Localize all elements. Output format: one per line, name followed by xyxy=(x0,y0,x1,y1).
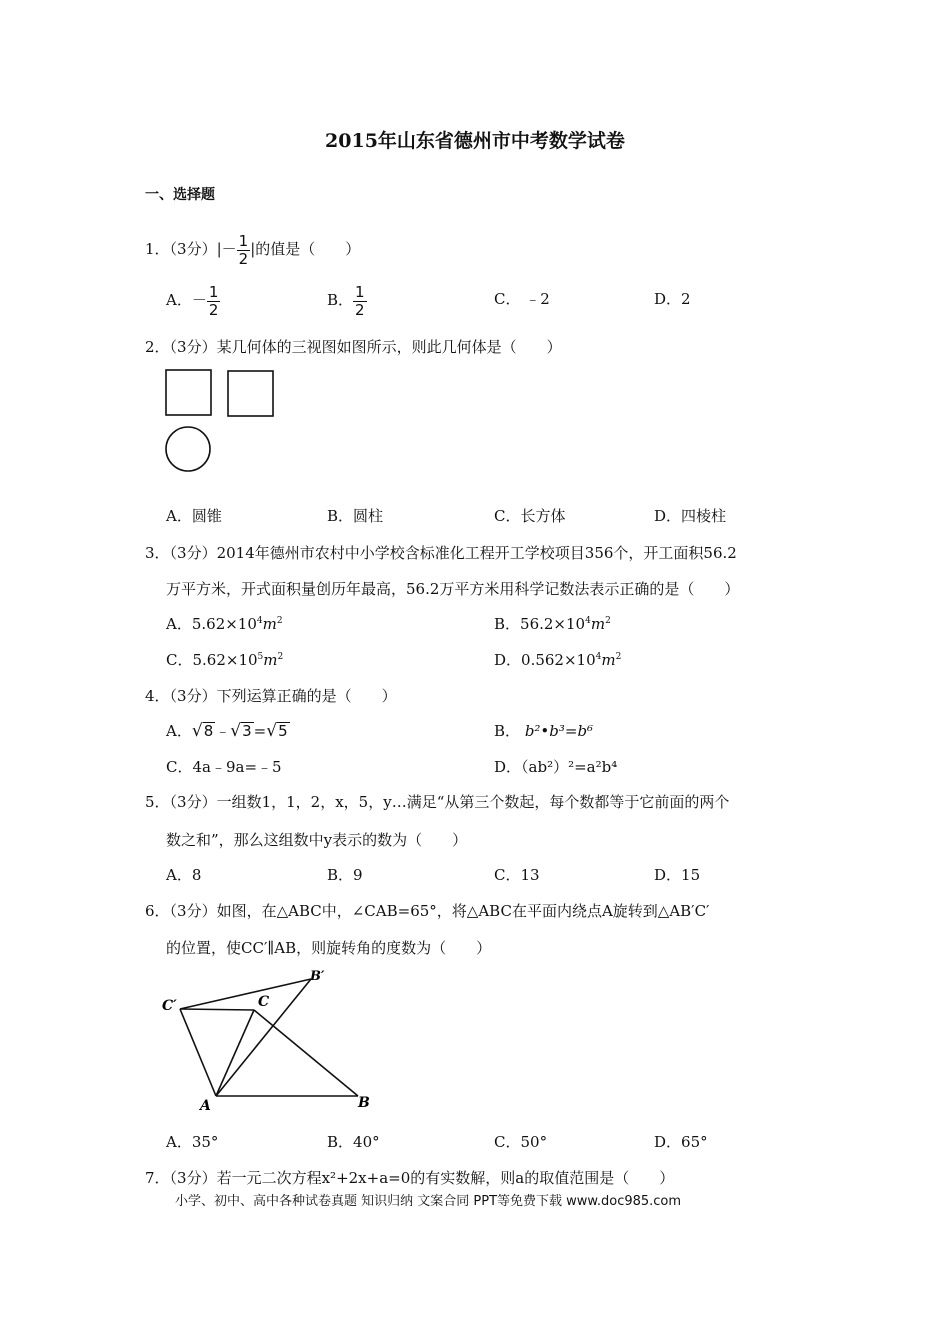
side-view-square xyxy=(228,371,273,416)
question-6: 6．（3分）如图，在△ABC中，∠CAB=65°，将△ABC在平面内绕点A旋转到△AB′C′ xyxy=(145,902,710,920)
label-b: B xyxy=(358,1095,370,1111)
q2-option-d: D．四棱柱 xyxy=(654,507,727,525)
q3-option-c: C．$5.62\times 10^5m^2$ xyxy=(166,651,284,669)
q6-option-a: A．35° xyxy=(166,1133,219,1151)
q1-option-c: C． ﹣2 xyxy=(494,290,550,308)
q3-option-b: B．$56.2\times 10^4m^2$ xyxy=(494,615,611,633)
question-4: 4．（3分）下列运算正确的是（ ） xyxy=(145,687,397,705)
page-title: 2015年山东省德州市中考数学试卷 xyxy=(325,130,625,152)
section-heading: 一、选择题 xyxy=(145,187,215,203)
q6-option-b: B．40° xyxy=(327,1133,380,1151)
q4-option-c: C．4a﹣9a=﹣5 xyxy=(166,758,282,776)
three-view-figure xyxy=(160,365,280,475)
question-5: 5．（3分）一组数1，1，2，x，5，y…满足“从第三个数起，每个数都等于它前面的两个 xyxy=(145,793,730,811)
q5-option-b: B．9 xyxy=(327,866,363,884)
question-5-line2: 数之和”，那么这组数中y表示的数为（ ） xyxy=(166,831,468,849)
q6-option-d: D．65° xyxy=(654,1133,708,1151)
q4-option-d: D．（ab²）²=a²b⁴ xyxy=(494,758,618,776)
q4-option-a: A．√8 ﹣√3 =√5 xyxy=(166,721,288,741)
q1-option-b: B． $\frac{1}{2}$ xyxy=(327,282,365,319)
q5-option-c: C．13 xyxy=(494,866,540,884)
q2-option-c: C．长方体 xyxy=(494,507,566,525)
label-b-prime: B′ xyxy=(310,969,325,984)
top-view-circle xyxy=(166,427,210,471)
question-2: 2．（3分）某几何体的三视图如图所示，则此几何体是（ ） xyxy=(145,338,562,356)
question-1: 1．（3分）|－ $\frac{1}{2}$ |的值是（ ） xyxy=(145,231,361,268)
question-7: 7．（3分）若一元二次方程x²+2x+a=0的有实数解，则a的取值范围是（ ） xyxy=(145,1169,675,1187)
q1-option-d: D．2 xyxy=(654,290,691,308)
rotation-figure xyxy=(150,960,390,1120)
label-c: C xyxy=(258,994,270,1010)
q3-option-d: D．$0.562\times 10^4m^2$ xyxy=(494,651,622,669)
q5-option-d: D．15 xyxy=(654,866,701,884)
q2-option-a: A．圆锥 xyxy=(166,507,222,525)
question-6-line2: 的位置，使CC′∥AB，则旋转角的度数为（ ） xyxy=(166,939,492,957)
q4-option-b: B． b²•b³=b⁶ xyxy=(494,722,594,740)
label-c-prime: C′ xyxy=(162,998,177,1014)
question-3: 3．（3分）2014年德州市农村中小学校含标准化工程开工学校项目356个，开工面积56.2 xyxy=(145,544,737,562)
footer-ad: 小学、初中、高中各种试卷真题 知识归纳 文案合同 PPT等免费下载 www.doc985.com xyxy=(175,1194,682,1209)
question-3-line2: 万平方米，开式面积量创历年最高，56.2万平方米用科学记数法表示正确的是（ ） xyxy=(166,580,740,598)
q5-option-a: A．8 xyxy=(166,866,202,884)
q6-option-c: C．50° xyxy=(494,1133,548,1151)
q3-option-a: A．$5.62\times 10^4m^2$ xyxy=(166,615,283,633)
label-a: A xyxy=(200,1098,211,1114)
fraction: $\frac{1}{2}$ xyxy=(238,231,249,268)
q2-option-b: B．圆柱 xyxy=(327,507,384,525)
front-view-square xyxy=(166,370,211,415)
q1-option-a: A．－ $\frac{1}{2}$ xyxy=(166,282,219,319)
